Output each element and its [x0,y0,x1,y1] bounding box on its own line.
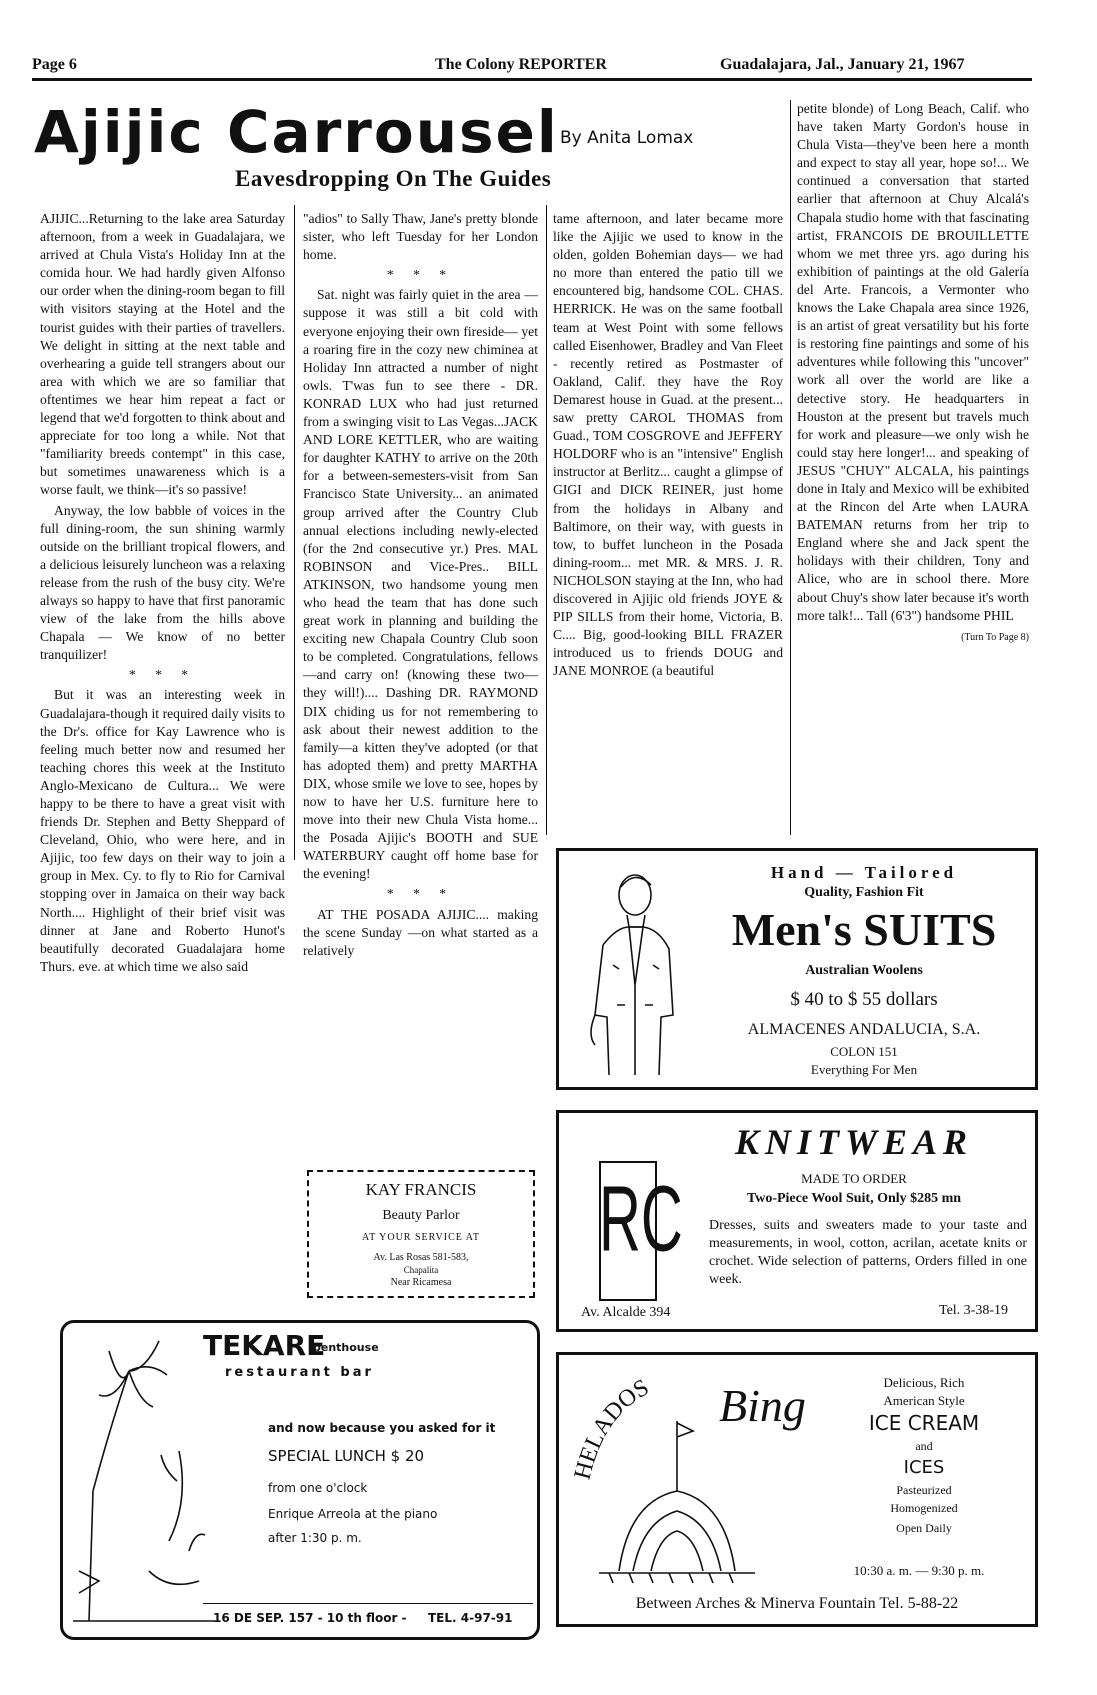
paragraph: Sat. night was fairly quiet in the area —suppose it was still a bit cold with everyone enjoying their own fireside— yet a roaring fire in the cozy new chiminea at Holiday Inn attracted a number of night owls. T'was fun to see there - DR. KONRAD LUX who had just returned from a swinging visit to Las Vegas...JACK AND LORE KETTLER, who are waiting for daughter KATHY to arrive on the 20th for a between-semesters-visit from San Francisco State University... an animated group arrived after the Country Club annual elections including newly-elected (for the 2nd consecutive yr.) Pres. MAL ROBINSON and Vice-Pres.. BILL ATKINSON, two handsome young men who head the team that has done such great work in planning and building the exciting new Chapala Country Club soon to be completed. Congratulations, fellows —and carry on! (knowing these two— they will!).... Dashing DR. RAYMOND DIX chiding us for not remembering to ask about their newest addition to the family—a kitten they've adopted (or that has adopted them) and pretty MARTHA DIX, whose smile we love to see, hopes by now to have her U.S. furniture here to move into their new Chula Vista home... the Posada Ajijic's BOOTH and SUE WATERBURY caught off home base for the evening! [303,287,538,882]
article-column-2 [303,210,538,962]
ad-suits-address: COLON 151 [830,1044,898,1059]
ad-kay-type: Beauty Parlor [382,1208,460,1223]
ad-bing-r5: ICES [903,1457,945,1478]
ad-tekare-footer-rule [203,1603,533,1604]
separator: * * * [128,667,197,683]
paragraph: AT THE POSADA AJIJIC.... making the scene Sunday —on what started as a relatively [303,906,538,958]
article-column-1 [40,210,285,978]
ad-kay-city: Chapalita [403,1265,439,1275]
ad-bing-r8: Open Daily [896,1521,952,1535]
ad-bing-script: Bing [719,1380,806,1431]
ad-tekare [60,1320,540,1640]
ad-bing-r3: ICE CREAM [868,1411,980,1435]
ad-knitwear-headline: KNITWEAR [734,1122,974,1162]
paragraph: tame afternoon, and later became more like the Ajijic we used to know in the olden, golden Bohemian days— we had no more than entered the patio till we encountered big, handsome COL. CHAS. HERRICK. He was on the same football team at West Point with some fellows called Eisenhower, Bradley and Van Fleet - recently retired as Postmaster of Oakland, Calif. they have the Roy Demarest house in Guad. at the present... saw pretty CAROL THOMAS from Guad., TOM COSGROVE and JEFFERY HOLDORF who is an "intensive" English instructor at Berlitz... caught a glimpse of GIGI and DICK REINER, just home from the holidays in Albany and Baltimore, on their way, with guests in tow, to buffet luncheon in the Posada dining-room... met MR. & MRS. J. R. NICHOLSON staying at the Inn, who had discovered in Ajijic old friends JOYE & PIP SILLS from their home, Victoria, B. C.... Big, good-looking BILL FRAZER introduced us to friends DOUG and JANE MONROE (a beautiful [553,211,783,679]
ad-knitwear-offer: Two-Piece Wool Suit, Only $285 mn [746,1191,962,1206]
column-rule [546,205,547,835]
article-column-3 [553,210,783,682]
separator: * * * [386,267,455,283]
paragraph: AJIJIC...Returning to the lake area Saturday afternoon, from a week in Guadalajara, we arrived at Chula Vista's Holiday Inn at the comida hour. We had hardly given Alfonso our order when the dining-room began to fill with visitors staying at the Hotel and the tourist guides with their parties of travellers. We delight in sitting at the next table and overhearing a guide tell strangers about our area with which we are so familiar that oftentimes we hear him repeat a fact or legend that we'd forgotten to think about and appreciate for too long a while. Not that "familiarity breeds contempt" in this case, but sometimes unawareness which is a worse fault, we think—it's so passive! [40,211,285,498]
masthead-rule [32,78,1032,81]
ad-kay-tagline: AT YOUR SERVICE AT [361,1232,481,1243]
ad-suits-tagline: Everything For Men [810,1062,918,1077]
paragraph: "adios" to Sally Thaw, Jane's pretty blonde sister, who left Tuesday for her London home. [303,211,538,263]
article-subhead: Eavesdropping On The Guides [235,166,552,191]
ad-knitwear-tel: Tel. 3-38-19 [939,1303,1009,1318]
ad-bing-footer: Between Arches & Minerva Fountain Tel. 5-88-22 [635,1595,959,1612]
ad-tekare-address: 16 DE SEP. 157 - 10 th floor - [213,1611,407,1625]
ad-tekare-tel: TEL. 4-97-91 [428,1611,513,1625]
ad-tekare-line1: and now because you asked for it [268,1421,496,1435]
ad-bing-hours: 10:30 a. m. — 9:30 p. m. [853,1563,985,1578]
ad-bing-r2: American Style [883,1393,965,1408]
ad-knitwear [556,1110,1038,1332]
helados-logo-illustration [569,1361,839,1591]
article-column-4 [797,100,1029,649]
ad-kay-name: KAY FRANCIS [365,1180,477,1199]
column-rule [790,100,791,835]
palm-illustration [69,1331,219,1631]
article-title: Ajijic Carrousel [34,98,559,166]
paragraph: Anyway, the low babble of voices in the full dining-room, the sun shining warmly outside on the brilliant tropical flowers, and a delicious leisurely luncheon was a relaxing release from the rush of the busy city. We're always so happy to have that first panoramic view of the lake from the hills above Chapala — We know of no better tranquilizer! [40,502,285,663]
ad-bing-arc-text: HELADOS [569,1374,654,1483]
separator: * * * [386,886,455,902]
ad-suits-store: ALMACENES ANDALUCIA, S.A. [747,1021,981,1038]
ad-suits-headline: Men's SUITS [731,904,997,955]
ad-tekare-line2: SPECIAL LUNCH $ 20 [268,1447,425,1465]
ad-bing-r1: Delicious, Rich [883,1375,965,1390]
ad-tekare-sub2: restaurant bar [225,1365,374,1380]
ad-bing-r6: Pasteurized [896,1483,952,1497]
ad-knitwear-sub: MADE TO ORDER [801,1171,907,1186]
byline: By Anita Lomax [560,128,694,148]
ad-knitwear-address: Av. Alcalde 394 [581,1305,671,1320]
paragraph: petite blonde) of Long Beach, Calif. who have taken Marty Gordon's house in Chula Vista—they've been here a month and expect to stay all year, hope so!... We continued a conversation that started earlier that afternoon at Chuy Alcalá's Chapala studio home with that fascinating artist, FRANCOIS DE BROUILLETTE whom we met three yrs. ago during his exhibition of paintings at the old Galería del Arte. Francois, a Vermonter who knows the Lake Chapala area since 1926, is an artist of great versatility but his forte is restoring fine paintings and some of his adventures while following this "uncover" work all over the world are like a detective story. He headquarters in Houston at the present but travels much for work and pleasure—we only wish he could stay here longer!... and speaking of JESUS "CHUY" ALCALA, his paintings done in Italy and Mexico will be exhibited at the Rincon del Arte when LAURA BATEMAN returns from her trip to England where she and Jack spent the holidays with their children, Tony and Alice, who are in school there. More about Chuy's show later because it's worth more talk!... Tall (6'3") handsome PHIL [797,101,1029,623]
ad-knitwear-body: Dresses, suits and sweaters made to your taste and measurements, in wool, cotton, acrilan, acetate knits or crochet. Wide selection of patterns, Orders filled in one week. [709,1218,1027,1287]
ad-mens-suits [556,848,1038,1090]
ad-suits-price: $ 40 to $ 55 dollars [790,989,938,1010]
ad-tekare-line3: from one o'clock [268,1481,368,1495]
ad-tekare-sub1: penthouse [313,1341,379,1354]
dateline: Guadalajara, Jal., January 21, 1967 [720,56,965,73]
ad-tekare-name: TEKARE [203,1329,326,1362]
continued-note: (Turn To Page 8) [961,631,1029,643]
paragraph: But it was an interesting week in Guadalajara-though it required daily visits to the Dr's. office for Kay Lawrence who is feeling much better now and resumed her teaching chores this week at the Instituto Anglo-Mexicano de Cultura... We were happy to be there to have a great visit with friends Dr. Stephen and Betty Sheppard of Cleveland, Ohio, who were here, and in Ajijic, too few days on their way to join a group in Mex. Cy. to fly to Rio for Carnival stopping over in Jamaica on their way back North.... Highlight of their brief visit was dinner at Jane and Roberto Hunot's beautifully decorated Guadalajara home Thurs. eve. at which time we also said [40,687,285,974]
ad-suits-fabric: Australian Woolens [805,963,923,978]
ad-tekare-line4: Enrique Arreola at the piano [268,1507,438,1521]
ad-bing-r4: and [915,1439,933,1453]
page-number: Page 6 [32,56,77,73]
ad-knitwear-logo: RC [599,1167,683,1272]
ad-kay-francis [307,1170,535,1298]
tailor-figure-illustration [573,865,693,1079]
paper-name: The Colony REPORTER [435,56,607,73]
ad-suits-line1: Hand — Tailored [770,863,958,882]
column-rule [294,205,295,860]
ad-kay-address: Av. Las Rosas 581-583, [373,1252,469,1263]
ad-kay-near: Near Ricamesa [390,1277,452,1288]
ad-suits-line2: Quality, Fashion Fit [804,885,924,900]
ad-tekare-line5: after 1:30 p. m. [268,1531,362,1545]
ad-bing-r7: Homogenized [890,1501,958,1515]
ad-helados-bing [556,1352,1038,1627]
